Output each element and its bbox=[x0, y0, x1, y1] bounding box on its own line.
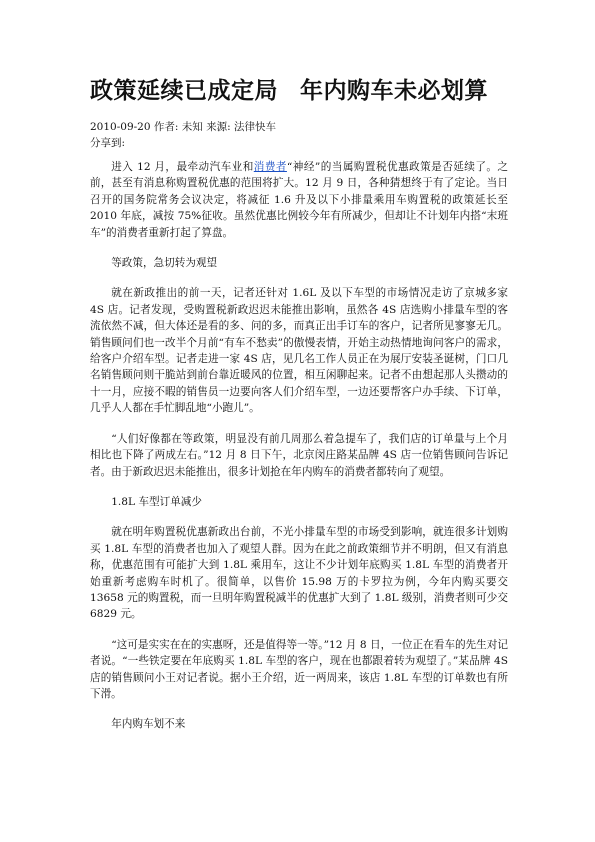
title-part-2: 年内购车未必划算 bbox=[300, 77, 488, 104]
meta-line: 2010-09-20 作者: 未知 来源: 法律快车 bbox=[90, 121, 276, 133]
paragraph-2: 就在新政推出的前一天，记者还针对 1.6L 及以下车型的市场情况走访了京城多家 4S 店。记者发现，受购置税新政迟迟未能推出影响，虽然各 4S 店选购小排量车型的客流依然不减，但大体还是看的多、问的多，而真正出手订车的客户，记者所见寥寥无几。销售顾问们也一改半个月前“有车不愁卖”的傲慢表情，开始主动热情地询问客户的需求，给客户介绍车型。记者走进一家 4S 店，见几名工作人员正在为展厅安装圣诞树，门口几名销售顾问则干脆站到前台靠近暖风的位置，相互闲聊起来。记者不由想起那人头攒动的十一月，应接不暇的销售员一边要向客人们介绍车型，一边还要帮客户办手续、下订单，几乎人人都在手忙脚乱地“小跑儿”。 bbox=[90, 287, 508, 415]
section-heading-2: 1.8L 车型订单减少 bbox=[111, 495, 202, 508]
section-heading-1: 等政策，急切转为观望 bbox=[111, 257, 218, 270]
section-heading-3: 年内购车划不来 bbox=[111, 718, 186, 731]
share-label[interactable]: 分享到: bbox=[90, 137, 126, 149]
paragraph-4: 就在明年购置税优惠新政出台前，不光小排量车型的市场受到影响，就连很多计划购买 1.8L 车型的消费者也加入了观望人群。因为在此之前政策细节并不明朗，但又有消息称，优惠范围有可能扩大到 1.8L 乘用车，这让不少计划年底购买 1.8L 车型的消费者开始重新考虑购车时机了。很简单，以售价 15.98 万的卡罗拉为例，今年内购买要交 13658 元的购置税，而一旦明年购置税减半的优惠扩大到了 1.8L 级别，消费者则可少交 6829 元。 bbox=[90, 526, 508, 621]
consumer-link[interactable]: 消费者 bbox=[253, 161, 287, 173]
title-part-1: 政策延续已成定局 bbox=[90, 77, 278, 104]
paragraph-1 bbox=[90, 159, 508, 241]
paragraph-5: “这可是实实在在的实惠呀，还是值得等一等。”12 月 8 日，一位正在看车的先生对记者说。“一些铁定要在年底购买 1.8L 车型的客户，现在也都跟着转为观望了。”某品牌 4S 店的销售顾问小王对记者说。据小王介绍，近一两周来，该店 1.8L 车型的订单数也有所下滑。 bbox=[90, 638, 508, 700]
p1-text-before-link: 进入 12 月，最牵动汽车业和 bbox=[111, 161, 254, 173]
article-title bbox=[90, 72, 530, 105]
article-body bbox=[90, 159, 508, 747]
paragraph-3: “人们好像都在等政策，明显没有前几周那么着急提车了，我们店的订单量与上个月相比也下降了两成左右。”12 月 8 日下午，北京闵庄路某品牌 4S 店一位销售顾问告诉记者。由于新政迟迟未能推出，很多计划抢在年内购车的消费者都转向了观望。 bbox=[90, 432, 508, 478]
article-meta bbox=[90, 119, 276, 151]
p1-text-after-link: “神经”的当属购置税优惠政策是否延续了。之前，甚至有消息称购置税优惠的范围将扩大。12 月 9 日，各种猜想终于有了定论。当日召开的国务院常务会议决定，将减征 1.6 升及以下小排量乘用车购置税的政策延长至 2010 年底，减按 75%征收。虽然优惠比例较今年有所减少，但却让不计划年内搭“末班车”的消费者重新打起了算盘。 bbox=[90, 161, 509, 239]
